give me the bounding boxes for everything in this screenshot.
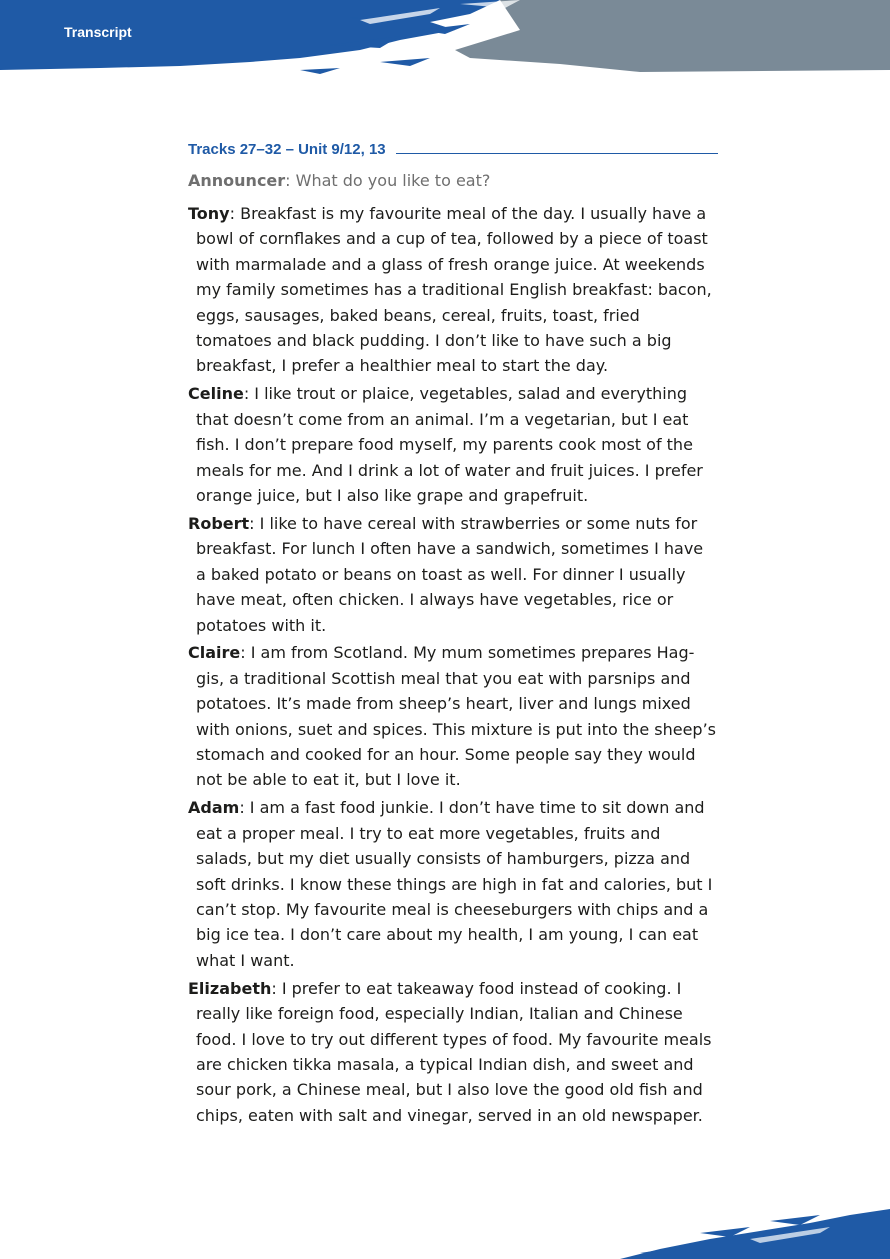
entry-tony (188, 201, 718, 379)
speaker-text: : I am a fast food junkie. I don’t have time to sit down and eat a proper meal. I try to eat more vegetables, fruits and salads, but my diet usually consists of hamburgers, pizza and soft drinks. I know these things are high in fat and calories, but I can’t stop. My favourite meal is cheeseburgers with chips and a big ice tea. I don’t care about my health, I am young, I can eat what I want. (196, 798, 713, 970)
heading-rule (396, 153, 718, 154)
speaker-text: : I like to have cereal with strawberries or some nuts for breakfast. For lunch I often have a sandwich, sometimes I have a baked potato or beans on toast as well. For dinner I usually have meat, often chicken. I always have vegetables, rice or potatoes with it. (196, 513, 704, 635)
entry-claire (188, 640, 718, 792)
transcript-content (188, 141, 718, 1131)
speaker-name: Adam (188, 798, 240, 818)
speaker-text: : I prefer to eat takeaway food instead of cooking. I really like foreign food, especially Indian, Italian and Chinese food. I love to try out different types of food. My favourite meals are chicken tikka masala, a typical Indian dish, and sweet and sour pork, a Chinese meal, but I also love the good old fish and chips, eaten with salt and vinegar, served in an old newspaper. (196, 978, 712, 1125)
entry-celine (188, 381, 718, 508)
footer-brush (600, 1209, 890, 1259)
entry-elizabeth (188, 976, 718, 1128)
header-banner (0, 0, 890, 110)
announcer-line (188, 168, 718, 193)
header-label: Transcript (64, 24, 132, 40)
speaker-name: Robert (188, 513, 250, 533)
announcer-speaker: Announcer (188, 171, 286, 190)
track-heading (188, 141, 718, 158)
speaker-name: Elizabeth (188, 978, 272, 998)
entry-adam (188, 795, 718, 973)
announcer-text: : What do you like to eat? (285, 171, 491, 190)
header-gray-brush (455, 0, 890, 72)
speaker-text: : I like trout or plaice, vegetables, salad and everything that doesn’t come from an animal. I’m a vegetarian, but I eat fish. I don’t prepare food myself, my parents cook most of the meals for me. And I drink a lot of water and fruit juices. I prefer orange juice, but I also like grape and grapefruit. (196, 384, 703, 505)
entry-robert (188, 511, 718, 638)
track-title: Tracks 27–32 – Unit 9/12, 13 (188, 141, 386, 158)
speaker-text: : Breakfast is my favourite meal of the day. I usually have a bowl of cornflakes and a cup of tea, followed by a piece of toast with marmalade and a glass of fresh orange juice. At weekends my family sometimes has a traditional English breakfast: bacon, eggs, sausages, baked beans, cereal, fruits, toast, fried tomatoes and black pudding. I don’t like to have such a big breakfast, I prefer a healthier meal to start the day. (196, 204, 712, 376)
speaker-name: Tony (188, 204, 230, 223)
speaker-name: Claire (188, 643, 241, 663)
speaker-name: Celine (188, 384, 244, 404)
speaker-text: : I am from Scotland. My mum sometimes prepares Hag-gis, a traditional Scottish meal that you eat with parsnips and potatoes. It’s made from sheep’s heart, liver and lungs mixed with onions, suet and spices. This mixture is put into the sheep’s stomach and cooked for an hour. Some people say they would not be able to eat it, but I love it. (196, 643, 716, 790)
